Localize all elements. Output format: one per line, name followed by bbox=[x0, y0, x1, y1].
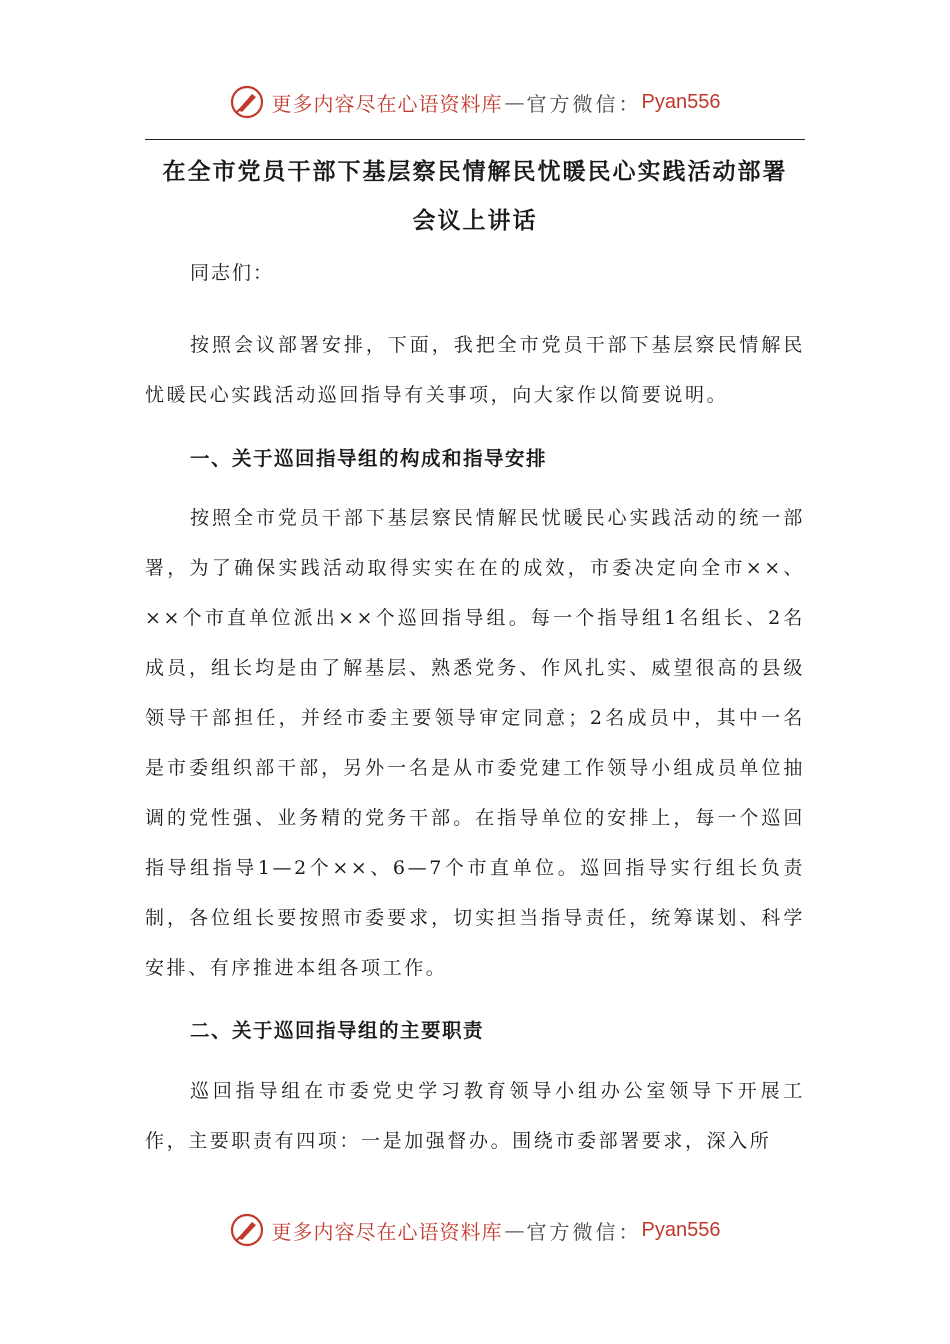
section-1-heading: 一、关于巡回指导组的构成和指导安排 bbox=[190, 447, 548, 470]
section-1-paragraph: 按照全市党员干部下基层察民情解民忧暖民心实践活动的统一部署，为了确保实践活动取得实实在在的成效，市委决定向全市××、××个市直单位派出××个巡回指导组。每一个指导组1名组长、2名成员，组长均是由了解基层、熟悉党务、作风扎实、威望很高的县级领导干部担任，并经市委主要领导审定同意；2名成员中，其中一名是市委组织部干部，另外一名是从市委党建工作领导小组成员单位抽调的党性强、业务精的党务干部。在指导单位的安排上，每一个巡回指导组指导1—2个××、6—7个市直单位。巡回指导实行组长负责制，各位组长要按照市委要求，切实担当指导责任，统筹谋划、科学安排、有序推进本组各项工作。 bbox=[145, 507, 805, 979]
banner-text: 更多内容尽在心语资料库 bbox=[271, 91, 503, 116]
pen-logo-icon bbox=[230, 1213, 264, 1247]
banner-wechat-label: 官方微信： bbox=[526, 1219, 642, 1244]
header-banner bbox=[0, 82, 950, 122]
intro-paragraph: 按照会议部署安排，下面，我把全市党员干部下基层察民情解民忧暖民心实践活动巡回指导有关事项，向大家作以简要说明。 bbox=[145, 334, 805, 406]
banner-wechat-id: Pyan556 bbox=[641, 90, 721, 113]
banner-wechat-id: Pyan556 bbox=[641, 1218, 721, 1241]
banner-wechat-label: 官方微信： bbox=[526, 91, 642, 116]
document-title-line-2: 会议上讲话 bbox=[412, 207, 538, 234]
section-2-paragraph: 巡回指导组在市委党史学习教育领导小组办公室领导下开展工作，主要职责有四项：一是加强督办。围绕市委部署要求，深入所 bbox=[145, 1080, 805, 1152]
section-2-heading: 二、关于巡回指导组的主要职责 bbox=[190, 1019, 485, 1042]
banner-separator: — bbox=[504, 1218, 525, 1242]
header-divider bbox=[145, 139, 805, 140]
pen-logo-icon bbox=[230, 85, 264, 119]
banner-text: 更多内容尽在心语资料库 bbox=[271, 1219, 503, 1244]
banner-separator: — bbox=[504, 90, 525, 114]
footer-banner bbox=[0, 1210, 950, 1250]
document-title-line-1: 在全市党员干部下基层察民情解民忧暖民心实践活动部署 bbox=[162, 158, 788, 185]
salutation: 同志们： bbox=[190, 262, 275, 284]
